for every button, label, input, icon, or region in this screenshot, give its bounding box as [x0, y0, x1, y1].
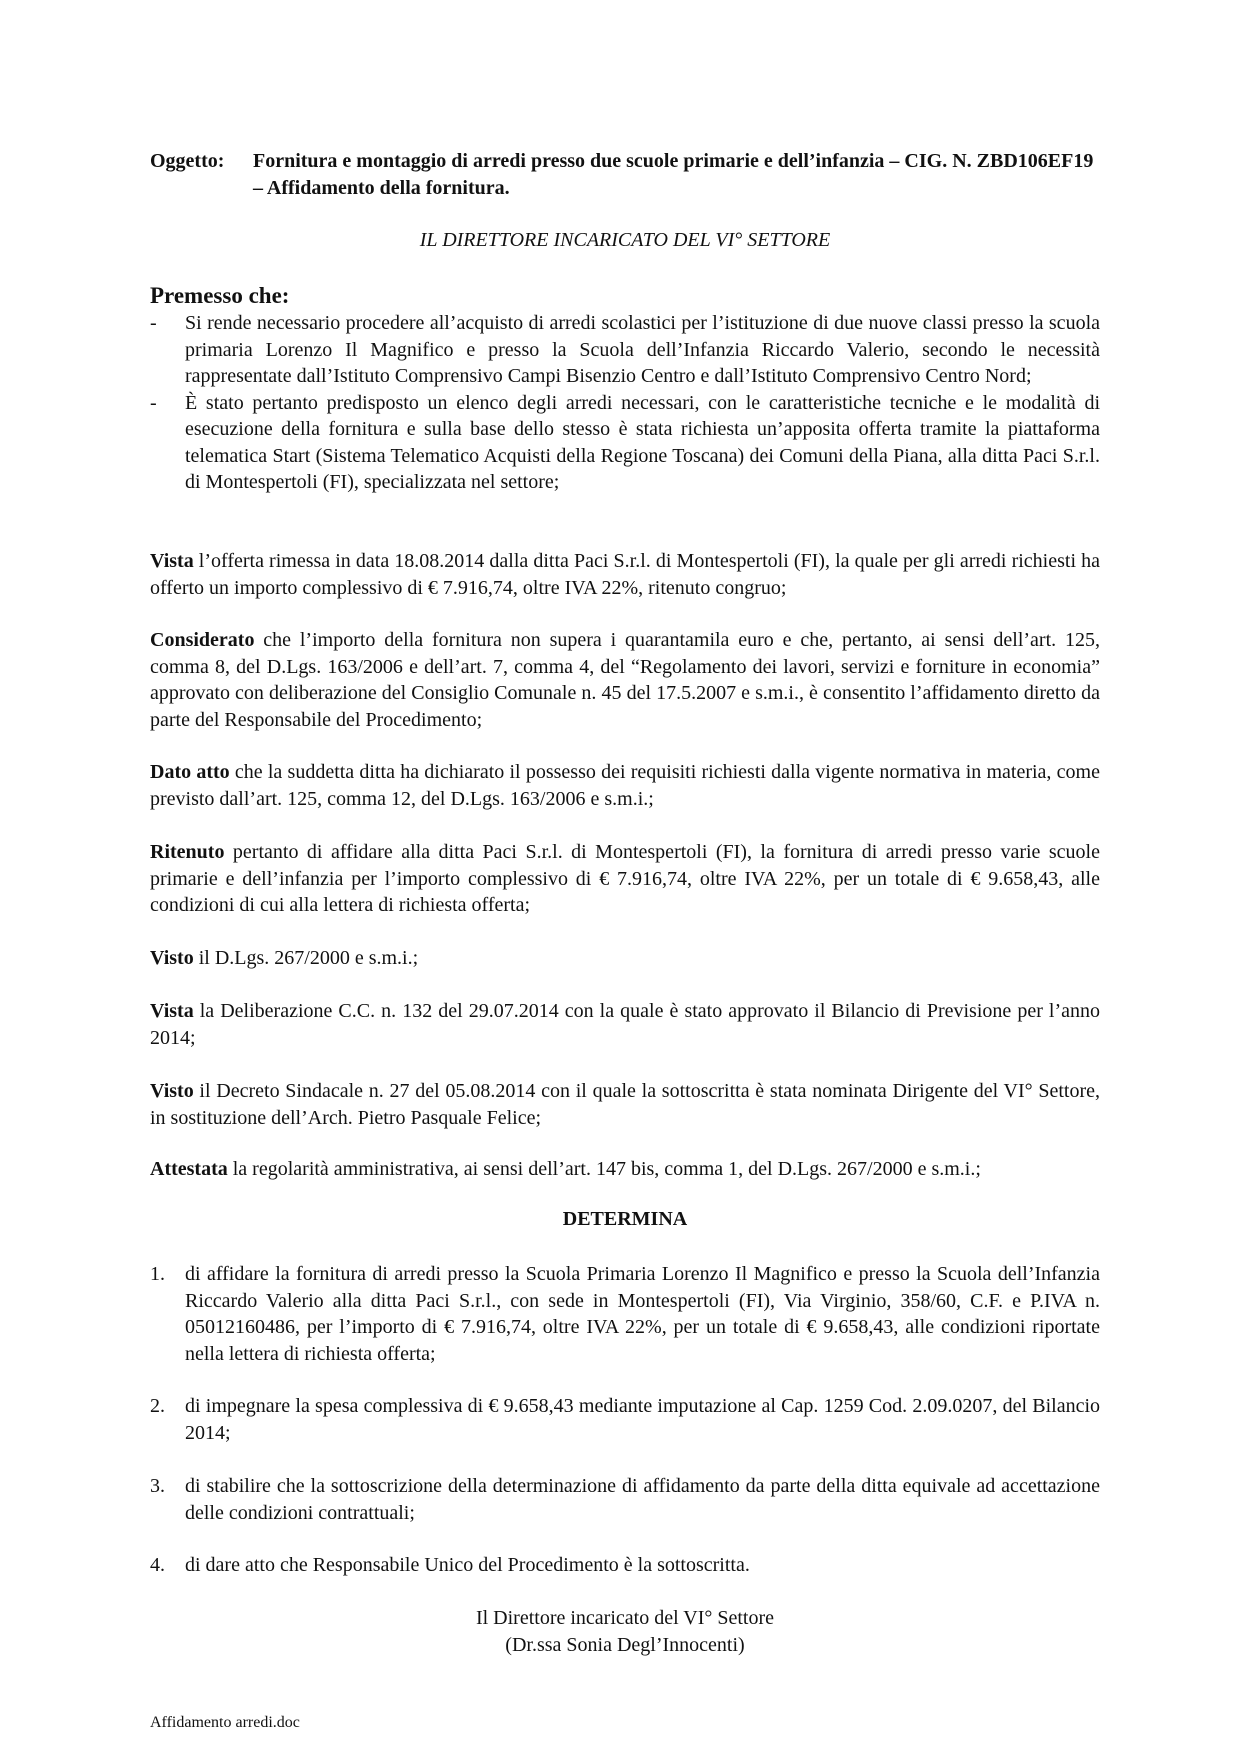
paragraph-lead: Vista [150, 1000, 194, 1022]
paragraph-lead: Visto [150, 947, 194, 969]
paragraph-lead: Considerato [150, 629, 255, 651]
determina-item-2 [150, 1393, 1100, 1446]
paragraph-lead: Ritenuto [150, 841, 225, 863]
paragraph-visto-decreto [150, 1078, 1100, 1131]
paragraph-lead: Vista [150, 550, 194, 572]
paragraph-text: la regolarità amministrativa, ai sensi dell’art. 147 bis, comma 1, del D.Lgs. 267/2000 e s.m.i.; [227, 1158, 981, 1180]
document-heading: IL DIRETTORE INCARICATO DEL VI° SETTORE [419, 229, 831, 251]
paragraph-text: il Decreto Sindacale n. 27 del 05.08.2014 con il quale la sottoscritta è stata nominata Dirigente del VI° Settore, in sostituzione dell’Arch. Pietro Pasquale Felice; [150, 1080, 1100, 1129]
item-text: di stabilire che la sottoscrizione della determinazione di affidamento da parte della ditta equivale ad accettazione delle condizioni contrattuali; [185, 1475, 1100, 1524]
paragraph-vista-offerta [150, 548, 1100, 601]
determina-item-1 [150, 1261, 1100, 1367]
subject [150, 148, 1100, 201]
subject-text: Fornitura e montaggio di arredi presso due scuole primarie e dell’infanzia – CIG. N. ZBD106EF19 – Affidamento della fornitura. [253, 150, 1094, 199]
item-number: 1. [150, 1263, 165, 1285]
premesso-list [150, 310, 1100, 496]
list-item [150, 390, 1100, 496]
list-item [150, 310, 1100, 390]
bullet-dash: - [150, 312, 157, 334]
signature-block [150, 1605, 1100, 1658]
paragraph-vista-deliberazione [150, 998, 1100, 1051]
item-number: 3. [150, 1475, 165, 1497]
determina-title: DETERMINA [562, 1208, 688, 1230]
paragraph-text: l’offerta rimessa in data 18.08.2014 dalla ditta Paci S.r.l. di Montespertoli (FI), la quale per gli arredi richiesti ha offerto un importo complessivo di € 7.916,74, oltre IVA 22%, ritenuto congruo; [150, 550, 1100, 599]
list-item-text: È stato pertanto predisposto un elenco degli arredi necessari, con le caratteristiche tecniche e le modalità di esecuzione della fornitura e sulla base dello stesso è stata richiesta un’apposita offerta tramite la piattaforma telematica Start (Sistema Telematico Acquisti della Regione Toscana) dei Comuni della Piana, alla ditta Paci S.r.l. di Montespertoli (FI), specializzata nel settore; [185, 391, 1100, 493]
item-text: di dare atto che Responsabile Unico del Procedimento è la sottoscritta. [185, 1554, 750, 1576]
determina-item-3 [150, 1473, 1100, 1526]
paragraph-lead: Visto [150, 1080, 194, 1102]
footer-filename: Affidamento arredi.doc [150, 1714, 300, 1731]
signature-role: Il Direttore incaricato del VI° Settore [475, 1607, 775, 1629]
paragraph-text: che la suddetta ditta ha dichiarato il possesso dei requisiti richiesti dalla vigente normativa in materia, come previsto dall’art. 125, comma 12, del D.Lgs. 163/2006 e s.m.i.; [150, 761, 1100, 810]
paragraph-lead: Dato atto [150, 761, 230, 783]
paragraph-visto-dlgs [150, 945, 1100, 972]
paragraph-text: pertanto di affidare alla ditta Paci S.r.l. di Montespertoli (FI), la fornitura di arredi presso varie scuole primarie e dell’infanzia per l’importo complessivo di € 7.916,74, oltre IVA 22%, per un totale di € 9.658,43, alle condizioni di cui alla lettera di richiesta offerta; [150, 841, 1100, 916]
list-item-text: Si rende necessario procedere all’acquisto di arredi scolastici per l’istituzione di due nuove classi presso la scuola primaria Lorenzo Il Magnifico e presso la Scuola dell’Infanzia Riccardo Valerio, secondo le necessità rappresentate dall’Istituto Comprensivo Campi Bisenzio Centro e dall’Istituto Comprensivo Centro Nord; [185, 312, 1100, 387]
item-number: 2. [150, 1395, 165, 1417]
paragraph-considerato [150, 627, 1100, 733]
signature-name: (Dr.ssa Sonia Degl’Innocenti) [505, 1633, 745, 1656]
paragraph-lead: Attestata [150, 1158, 228, 1180]
paragraph-text: che l’importo della fornitura non supera i quarantamila euro e che, pertanto, ai sensi dell’art. 125, comma 8, del D.Lgs. 163/2006 e dell’art. 7, comma 4, del “Regolamento dei lavori, servizi e forniture in economia” approvato con deliberazione del Consiglio Comunale n. 45 del 17.5.2007 e s.m.i., è consentito l’affidamento diretto da parte del Responsabile del Procedimento; [150, 629, 1100, 731]
item-text: di affidare la fornitura di arredi presso la Scuola Primaria Lorenzo Il Magnifico e presso la Scuola dell’Infanzia Riccardo Valerio alla ditta Paci S.r.l., con sede in Montespertoli (FI), Via Virginio, 358/60, C.F. e P.IVA n. 05012160486, per l’importo di € 7.916,74, oltre IVA 22%, per un totale di € 9.658,43, alle condizioni riportate nella lettera di richiesta offerta; [185, 1263, 1100, 1365]
paragraph-ritenuto [150, 839, 1100, 919]
paragraph-attestata [150, 1156, 1100, 1183]
paragraph-text: il D.Lgs. 267/2000 e s.m.i.; [193, 947, 419, 969]
paragraph-dato-atto [150, 759, 1100, 812]
item-number: 4. [150, 1554, 165, 1576]
bullet-dash: - [150, 391, 157, 414]
premesso-title: Premesso che: [150, 283, 290, 308]
subject-label: Oggetto: [150, 150, 225, 172]
paragraph-text: la Deliberazione C.C. n. 132 del 29.07.2014 con la quale è stato approvato il Bilancio di Previsione per l’anno 2014; [150, 1000, 1100, 1049]
determina-item-4 [150, 1552, 1100, 1579]
item-text: di impegnare la spesa complessiva di € 9.658,43 mediante imputazione al Cap. 1259 Cod. 2.09.0207, del Bilancio 2014; [185, 1395, 1100, 1444]
